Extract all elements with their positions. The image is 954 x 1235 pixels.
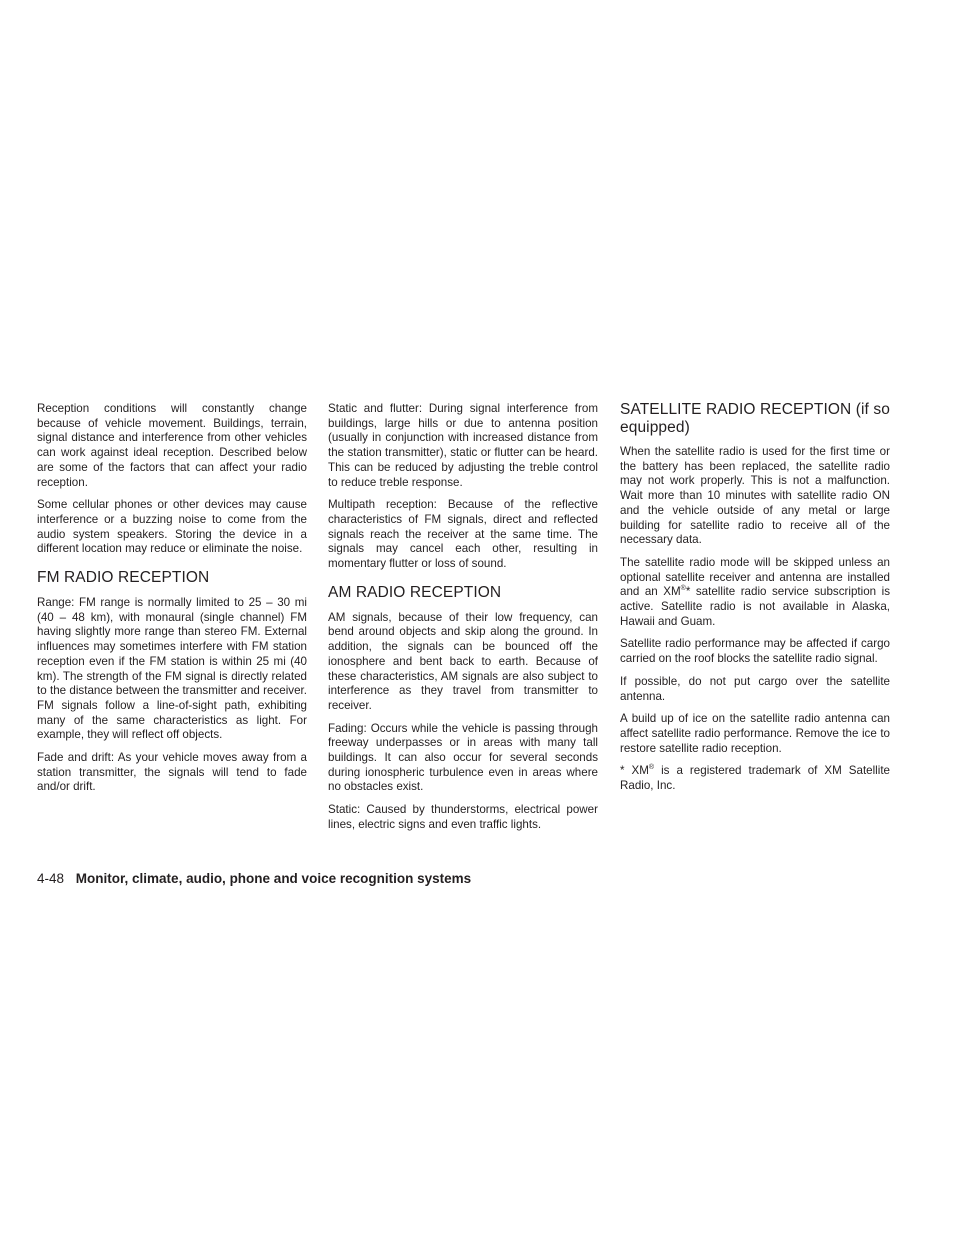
- am-radio-reception-heading: AM RADIO RECEPTION: [328, 583, 502, 601]
- ice-buildup-paragraph: A build up of ice on the satellite radio antenna can affect satellite radio performance. Remove the ice to restore satellite radio reception.: [620, 712, 890, 755]
- page-footer: [37, 871, 471, 886]
- satellite-performance-paragraph: Satellite radio performance may be affected if cargo carried on the roof blocks the satellite radio signal.: [620, 637, 890, 666]
- trademark-text-end: is a registered trademark of XM Satellite Radio, Inc.: [620, 764, 891, 793]
- cargo-antenna-paragraph: If possible, do not put cargo over the satellite antenna.: [620, 674, 890, 703]
- satellite-radio-reception-heading: SATELLITE RADIO RECEPTION (if so equipped): [620, 401, 890, 436]
- multipath-paragraph: Multipath reception: Because of the reflective characteristics of FM signals, direct and reflected signals reach the receiver at the same time. The signals may cancel each other, resulting in momentary flutter or loss of sound.: [328, 498, 598, 571]
- fm-radio-reception-heading: FM RADIO RECEPTION: [37, 569, 210, 587]
- registered-mark: ®: [648, 764, 655, 772]
- right-column: [620, 402, 890, 802]
- registered-mark: ®: [680, 585, 686, 593]
- satellite-first-use-paragraph: When the satellite radio is used for the first time or the battery has been replaced, the satellite radio may not work properly. This is not a malfunction. Wait more than 10 minutes with satellite radio ON and the vehicle outside of any metal or large building for satellite radio to receive all of the necessary data.: [620, 445, 890, 547]
- subscription-text-end: * satellite radio service subscription is active. Satellite radio is not available in Alaska, Hawaii and Guam.: [620, 585, 890, 628]
- fm-range-paragraph: Range: FM range is normally limited to 25 – 30 mi (40 – 48 km), with monaural (single channel) FM having slightly more range than stereo FM. External influences may sometimes interfere with FM station reception even if the FM station is within 25 mi (40 km). The strength of the FM signal is directly related to the distance between the transmitter and receiver. FM signals follow a line-of-sight path, exhibiting many of the same characteristics as light. For example, they will reflect off objects.: [37, 596, 307, 742]
- reception-intro-paragraph: Reception conditions will constantly change because of vehicle movement. Buildings, terrain, signal distance and interference from other vehicles can work against ideal reception. Described below are some of the factors that can affect your radio reception.: [37, 402, 307, 489]
- fade-drift-paragraph: Fade and drift: As your vehicle moves away from a station transmitter, the signals will tend to fade and/or drift.: [37, 751, 307, 794]
- page-number: 4-48: [37, 871, 65, 886]
- static-paragraph: Static: Caused by thunderstorms, electrical power lines, electric signs and even traffic lights.: [328, 803, 598, 831]
- cellular-interference-paragraph: Some cellular phones or other devices may cause interference or a buzzing noise to come from the audio system speakers. Storing the device in a different location may reduce or eliminate the noise.: [37, 498, 307, 556]
- am-signals-paragraph: AM signals, because of their low frequency, can bend around objects and skip along the ground. In addition, the signals can be bounced off the ionosphere and bent back to earth. Because of these characteristics, AM signals are also subject to interference as they travel from transmitter to receiver.: [328, 610, 598, 712]
- static-flutter-paragraph: Static and flutter: During signal interference from buildings, large hills or due to antenna position (usually in conjunction with increased distance from the station transmitter), static or flutter can be heard. This can be reduced by adjusting the treble control to reduce treble response.: [328, 402, 598, 489]
- trademark-note-paragraph: [620, 764, 890, 793]
- middle-column: [328, 402, 598, 841]
- trademark-text-start: * XM: [620, 764, 649, 778]
- satellite-subscription-paragraph: [620, 556, 890, 630]
- chapter-title: Monitor, climate, audio, phone and voice recognition systems: [75, 871, 472, 886]
- left-column: [37, 402, 307, 803]
- fading-paragraph: Fading: Occurs while the vehicle is passing through freeway underpasses or in areas with many tall buildings. It can also occur for several seconds during ionospheric turbulence even in areas where no obstacles exist.: [328, 721, 598, 794]
- subscription-text-start: The satellite radio mode will be skipped unless an optional satellite receiver and antenna are installed and an XM: [620, 555, 890, 599]
